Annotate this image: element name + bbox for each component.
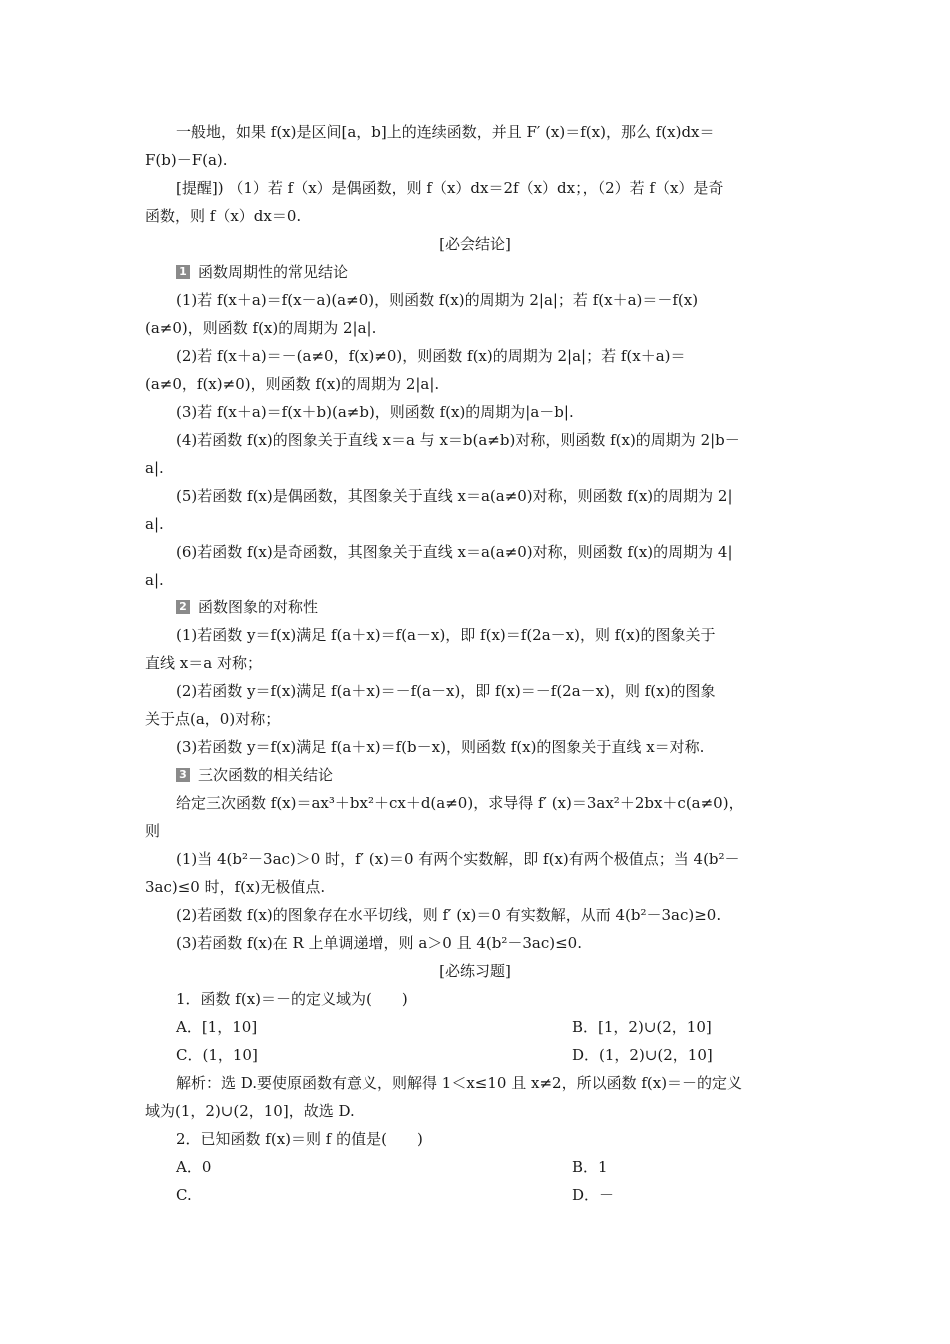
text-line: (3)若函数 f(x)在 R 上单调递增，则 a＞0 且 4(b²－3ac)≤0. bbox=[176, 934, 582, 952]
text-line: 函数，则 f（x）dx＝0. bbox=[145, 207, 302, 225]
text-line: (4)若函数 f(x)的图象关于直线 x＝a 与 x＝b(a≠b)对称，则函数 f(x)的周期为 2|b－ bbox=[176, 431, 740, 449]
text-line: (1)若 f(x＋a)＝f(x－a)(a≠0)，则函数 f(x)的周期为 2|a|；若 f(x＋a)＝－f(x) bbox=[176, 291, 699, 309]
subsection-title bbox=[176, 597, 318, 617]
text-line: 一般地，如果 f(x)是区间[a，b]上的连续函数，并且 F′ (x)＝f(x)，那么 f(x)dx＝ bbox=[176, 123, 715, 141]
option-a: A．0 bbox=[176, 1158, 212, 1176]
text-line: 给定三次函数 f(x)＝ax³＋bx²＋cx＋d(a≠0)，求导得 f′ (x)＝3ax²＋2bx＋c(a≠0)， bbox=[176, 794, 744, 812]
text-line: (2)若函数 f(x)的图象存在水平切线，则 f′ (x)＝0 有实数解，从而 4(b²－3ac)≥0. bbox=[176, 906, 722, 924]
question-stem: 1．函数 f(x)＝－的定义域为( ) bbox=[176, 990, 408, 1008]
text-line: (3)若 f(x＋a)＝f(x＋b)(a≠b)，则函数 f(x)的周期为|a－b|. bbox=[176, 403, 574, 421]
subsection-title bbox=[176, 262, 348, 282]
text-line: 则 bbox=[145, 822, 161, 840]
option-d: D．(1，2)∪(2，10] bbox=[572, 1046, 713, 1064]
section-heading: [必练习题] bbox=[439, 962, 511, 980]
text-line: 域为(1，2)∪(2，10]，故选 D. bbox=[145, 1102, 355, 1120]
text-line: (a≠0，f(x)≠0)，则函数 f(x)的周期为 2|a|. bbox=[145, 375, 440, 393]
text-line: F(b)－F(a). bbox=[145, 151, 228, 169]
text-line: [提醒]) （1）若 f（x）是偶函数，则 f（x）dx＝2f（x）dx；，（2）若 f（x）是奇 bbox=[176, 179, 724, 197]
text-line: a|. bbox=[145, 459, 164, 477]
option-c: C．(1，10] bbox=[176, 1046, 258, 1064]
text-line: (1)当 4(b²－3ac)＞0 时，f′ (x)＝0 有两个实数解，即 f(x)有两个极值点；当 4(b²－ bbox=[176, 850, 740, 868]
option-c: C. bbox=[176, 1186, 192, 1204]
text-line: a|. bbox=[145, 571, 164, 589]
section-heading: [必会结论] bbox=[439, 235, 511, 253]
subsection-title-text: 函数图象的对称性 bbox=[198, 598, 319, 616]
option-a: A．[1，10] bbox=[176, 1018, 258, 1036]
number-badge: 2 bbox=[176, 600, 190, 614]
text-line: (5)若函数 f(x)是偶函数，其图象关于直线 x＝a(a≠0)对称，则函数 f(x)的周期为 2| bbox=[176, 487, 733, 505]
number-badge: 3 bbox=[176, 768, 190, 782]
text-line: (3)若函数 y＝f(x)满足 f(a＋x)＝f(b－x)，则函数 f(x)的图象关于直线 x＝对称. bbox=[176, 738, 705, 756]
option-d: D．－ bbox=[572, 1186, 615, 1204]
subsection-title bbox=[176, 765, 333, 785]
text-line: (2)若 f(x＋a)＝－(a≠0，f(x)≠0)，则函数 f(x)的周期为 2|a|；若 f(x＋a)＝ bbox=[176, 347, 686, 365]
option-b: B．1 bbox=[572, 1158, 608, 1176]
text-line: (6)若函数 f(x)是奇函数，其图象关于直线 x＝a(a≠0)对称，则函数 f(x)的周期为 4| bbox=[176, 543, 733, 561]
question-stem: 2．已知函数 f(x)＝则 f 的值是( ) bbox=[176, 1130, 423, 1148]
subsection-title-text: 三次函数的相关结论 bbox=[198, 766, 334, 784]
text-line: (a≠0)，则函数 f(x)的周期为 2|a|. bbox=[145, 319, 377, 337]
text-line: (2)若函数 y＝f(x)满足 f(a＋x)＝－f(a－x)，即 f(x)＝－f(2a－x)，则 f(x)的图象 bbox=[176, 682, 716, 700]
text-line: a|. bbox=[145, 515, 164, 533]
subsection-title-text: 函数周期性的常见结论 bbox=[198, 263, 349, 281]
text-line: 直线 x＝a 对称； bbox=[145, 654, 262, 672]
option-b: B．[1，2)∪(2，10] bbox=[572, 1018, 712, 1036]
number-badge: 1 bbox=[176, 265, 190, 279]
text-line: 3ac)≤0 时，f(x)无极值点. bbox=[145, 878, 326, 896]
text-line: 关于点(a，0)对称； bbox=[145, 710, 281, 728]
text-line: 解析：选 D.要使原函数有意义，则解得 1＜x≤10 且 x≠2，所以函数 f(x)＝－的定义 bbox=[176, 1074, 743, 1092]
text-line: (1)若函数 y＝f(x)满足 f(a＋x)＝f(a－x)，即 f(x)＝f(2a－x)，则 f(x)的图象关于 bbox=[176, 626, 716, 644]
